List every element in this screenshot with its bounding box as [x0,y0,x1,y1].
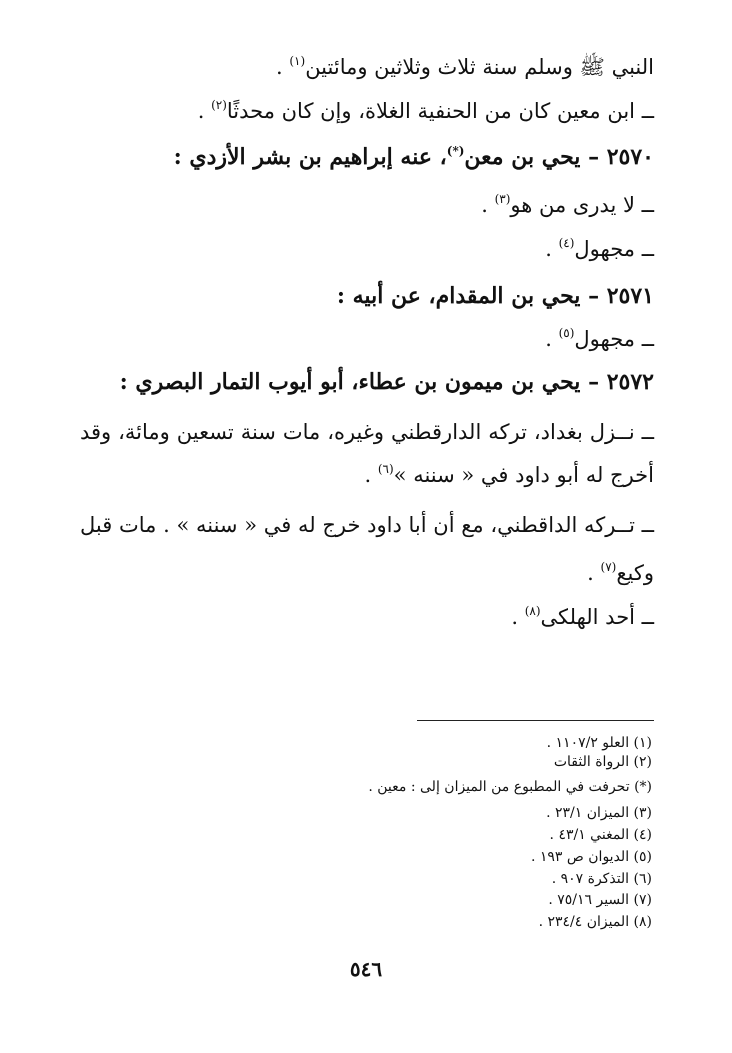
footnote-ref[interactable]: (٤) [558,236,575,250]
text-line-4 [78,190,654,220]
line-end: . [197,99,212,123]
entry-heading-2570 [78,142,654,172]
text-line-10 [78,460,654,490]
footnote-6: (٦) التذكرة ٩٠٧ . [551,871,652,887]
line-text: أخرج له أبو داود في « سننه » [393,463,654,487]
footnote-ref[interactable]: (*) [446,144,465,158]
entry-heading-2571 [78,281,654,311]
footnote-ref[interactable]: (٧) [600,560,617,574]
footnote-2: (٢) الرواة الثقات [553,754,652,770]
entry-number: ٢٥٧٠ [606,144,654,170]
line-end: . [364,463,378,487]
text-line-9 [80,417,654,447]
line-text: وكيع [616,561,654,585]
entry-heading-2572 [78,367,654,397]
footnote-ref[interactable]: (٢) [211,98,227,112]
line-text: ــ مجهول [574,327,654,351]
line-text: ــ لا يدرى من هو [510,193,654,217]
footnote-8: (٨) الميزان ٢٣٤/٤ . [538,914,652,930]
line-text: النبي ﷺ وسلم سنة ثلاث وثلاثين ومائتين [305,55,654,79]
line-text: ــ مجهول [574,237,654,261]
line-text: ــ أحد الهلكى [540,605,654,629]
footnote-5: (٥) الديوان ص ١٩٣ . [530,849,652,865]
text-line-2 [78,96,654,126]
line-text: ــ ابن معين كان من الحنفية الغلاة، وإن كان محدثًا [226,99,654,123]
entry-rest: ، عنه إبراهيم بن بشر الأزدي : [173,144,447,170]
line-end: . [587,561,601,585]
entry-number: ٢٥٧١ [606,283,654,309]
footnote-3: (٣) الميزان ٢٣/١ . [546,805,652,821]
footnote-ref[interactable]: (٦) [377,462,394,476]
text-line-12 [78,558,654,588]
footnote-star: (*) تحرفت في المطبوع من الميزان إلى : معين . [368,779,652,795]
footnote-ref[interactable]: (١) [289,54,306,68]
text-line-5 [78,234,654,264]
entry-dash: – [580,283,607,309]
page-number: ٥٤٦ [349,957,383,981]
footnote-ref[interactable]: (٥) [558,326,575,340]
footnote-4: (٤) المغني ٤٣/١ . [549,827,652,843]
entry-name: يحي بن معن [464,144,581,170]
footnote-ref[interactable]: (٨) [524,604,541,618]
entry-rest: يحي بن المقدام، عن أبيه : [336,283,581,309]
line-end: . [276,55,290,79]
footnote-1: (١) العلو ١١٠٧/٢ . [546,735,652,751]
footnote-7: (٧) السير ٧٥/١٦ . [548,892,652,908]
line-end: . [545,327,559,351]
line-text: ــ تــركه الداقطني، مع أن أبا داود خرج له في « سننه » . مات قبل [80,513,654,537]
text-line-7 [78,324,654,354]
line-end: . [545,237,559,261]
line-end: . [511,605,525,629]
entry-number: ٢٥٧٢ [606,369,654,395]
text-line-1 [78,52,654,82]
entry-rest: يحي بن ميمون بن عطاء، أبو أيوب التمار البصري : [119,369,581,395]
text-line-13 [78,602,654,632]
entry-dash: – [580,144,607,170]
footnote-divider [417,720,654,721]
line-text: ــ نــزل بغداد، تركه الدارقطني وغيره، مات سنة تسعين ومائة، وقد [80,420,654,444]
footnote-ref[interactable]: (٣) [494,192,511,206]
entry-dash: – [580,369,607,395]
line-end: . [481,193,495,217]
text-line-11 [80,510,654,540]
